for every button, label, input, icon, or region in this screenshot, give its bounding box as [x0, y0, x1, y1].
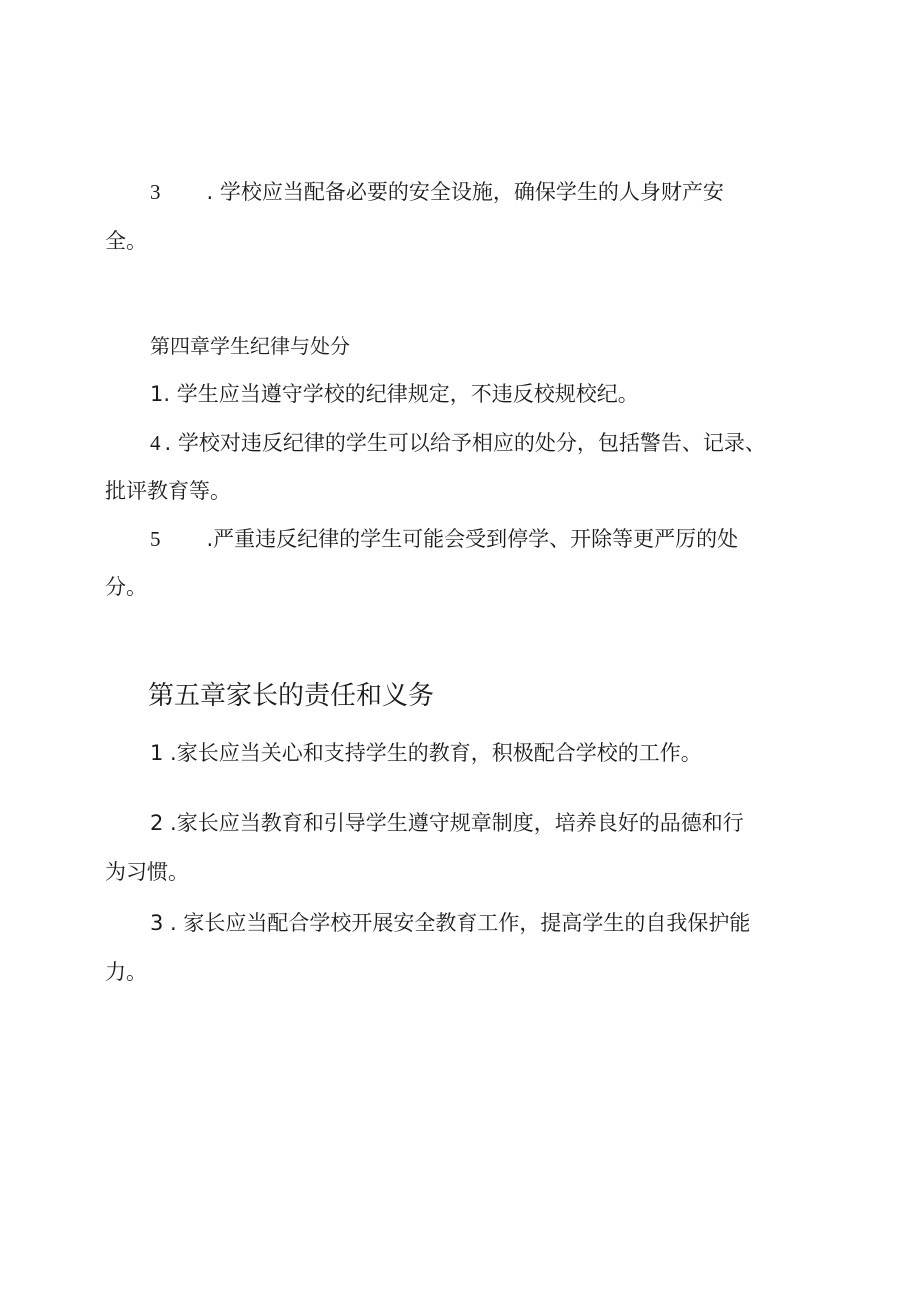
- ch4-item5-line2: 分。: [105, 575, 147, 599]
- ch4-item5-line1: [150, 526, 738, 552]
- ch4-item4-text: . 学校对违反纪律的学生可以给予相应的处分，包括警告、记录、: [164, 431, 766, 455]
- ch4-item1-line1: 1. 学生应当遵守学校的纪律规定，不违反校规校纪。: [150, 382, 639, 406]
- ch4-item5-text: .严重违反纪律的学生可能会受到停学、开除等更严厉的处: [206, 527, 739, 551]
- ch5-item1-line1: 1 .家长应当关心和支持学生的教育，积极配合学校的工作。: [150, 741, 702, 765]
- ch3-item3-line2: 全。: [105, 229, 147, 253]
- chapter4-title: 第四章学生纪律与处分: [150, 334, 350, 358]
- ch3-item3-number: 3: [150, 180, 161, 204]
- ch5-item3-line2: 力。: [105, 960, 147, 984]
- ch4-item5-number: 5: [150, 527, 161, 551]
- ch3-item3-text: . 学校应当配备必要的安全设施，确保学生的人身财产安: [206, 180, 724, 204]
- ch5-item2-line1: 2 .家长应当教育和引导学生遵守规章制度，培养良好的品德和行: [150, 811, 744, 835]
- ch3-item3-line1: [150, 179, 724, 205]
- chapter5-title: 第五章家长的责任和义务: [148, 681, 435, 711]
- ch4-item4-number: 4: [150, 431, 161, 455]
- ch5-item2-line2: 为习惯。: [105, 860, 189, 884]
- ch5-item3-line1: 3 . 家长应当配合学校开展安全教育工作，提高学生的自我保护能: [150, 911, 751, 935]
- ch4-item4-line1: [150, 430, 766, 456]
- ch4-item4-line2: 批评教育等。: [105, 479, 231, 503]
